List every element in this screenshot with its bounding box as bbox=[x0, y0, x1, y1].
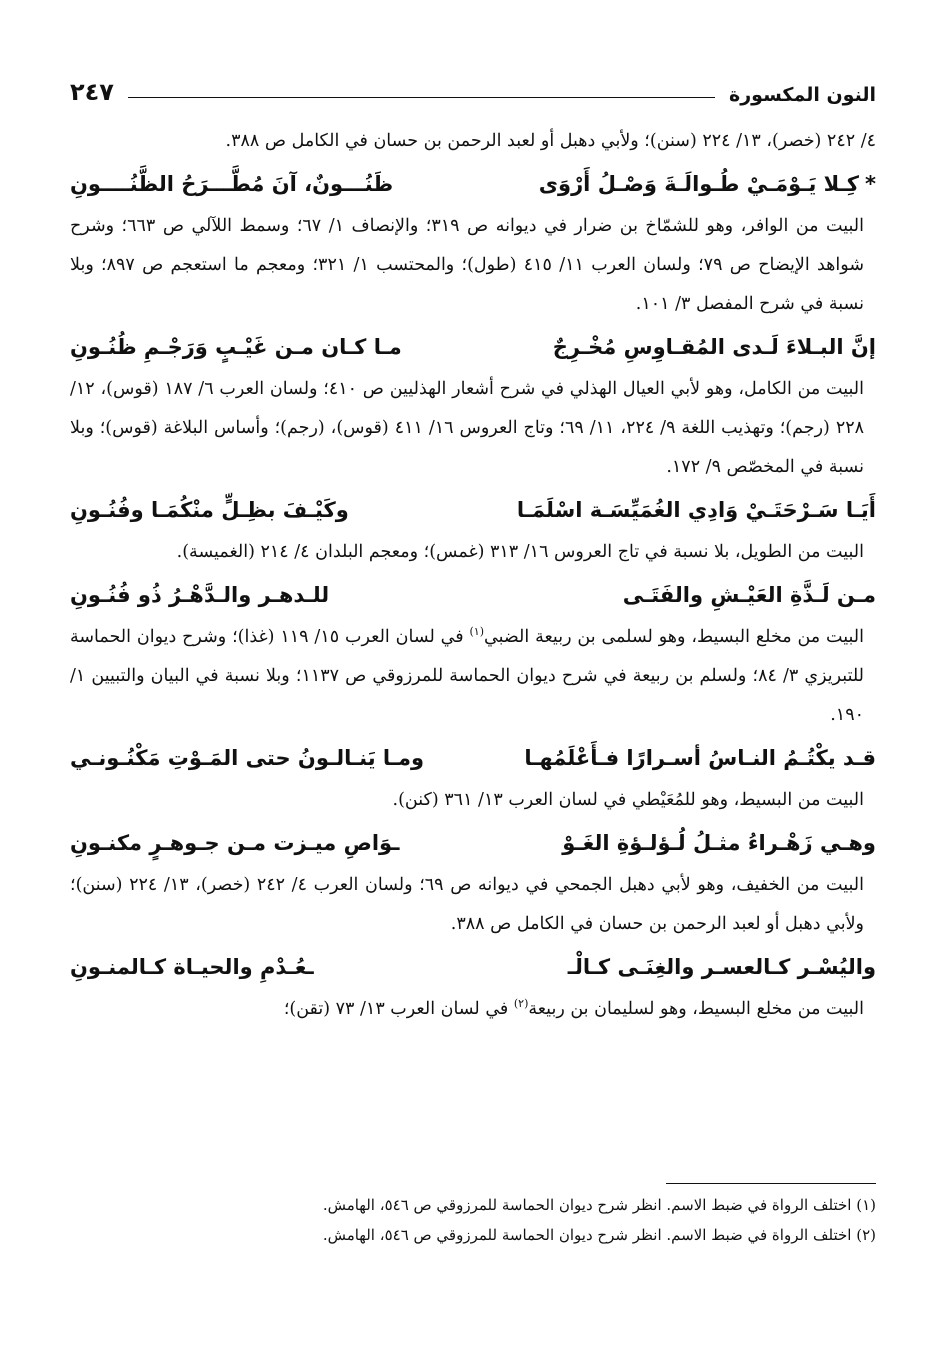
verse-first-hemistich bbox=[623, 572, 876, 618]
verse-line bbox=[70, 820, 876, 866]
verse-second-hemistich: ـعُـدْمِ والحيـاة كـالمنـونِ bbox=[70, 955, 314, 979]
verse-first-hemistich bbox=[539, 161, 876, 207]
verse-second-hemistich: مـا كـان مـن غَيْـبٍ وَرَجْـمِ ظُنُـونِ bbox=[70, 335, 402, 359]
verse-line bbox=[70, 487, 876, 533]
verse-first-text: إنَّ البـلاءَ لَـدى المُقـاوِسِ مُخْـرِجٌ bbox=[552, 335, 876, 359]
verse-line bbox=[70, 735, 876, 781]
verse-first-text: كِـلا يَـوْمَـيْ طُـوالَـةَ وَصْـلُ أَرْوَى bbox=[538, 172, 860, 196]
verse-second-hemistich: وكَيْـفَ بظِـلٍّ منْكُمَـا وفُنُـونِ bbox=[70, 498, 349, 522]
page-number: ٢٤٧ bbox=[70, 78, 114, 106]
commentary-paragraph: البيت من الكامل، وهو لأبي العيال الهذلي في شرح أشعار الهذليين ص ٤١٠؛ ولسان العرب ٦/ ١٨٧ (قوس)، ١٢/ ٢٢٨ (رجم)؛ وتهذيب اللغة ٩/ ٢٢٤، ١١/ ٦٩؛ وتاج العروس ١٦/ ٤١١ (قوس)، (رجم)؛ وأساس البلاغة (قوس)؛ وبلا نسبة في المخصّص ٩/ ١٧٢. bbox=[70, 379, 865, 477]
commentary-paragraph bbox=[70, 618, 876, 735]
footnote-reference[interactable]: (١) bbox=[469, 625, 484, 639]
verse-first-hemistich bbox=[553, 324, 876, 370]
commentary-paragraph: البيت من البسيط، وهو للمُعَيْطي في لسان العرب ١٣/ ٣٦١ (كنن). bbox=[392, 790, 864, 810]
verse-line bbox=[70, 572, 876, 618]
footnote: (١) اختلف الرواة في ضبط الاسم. انظر شرح ديوان الحماسة للمرزوقي ص ٥٤٦، الهامش. bbox=[322, 1196, 876, 1214]
verse-second-hemistich: للـدهـر والـدَّهْـرُ ذُو فُنُـونِ bbox=[70, 583, 330, 607]
verse-second-hemistich: ومـا يَنـالـونُ حتى المَـوْتِ مَكْنُـونـي bbox=[70, 746, 425, 770]
commentary-paragraph bbox=[70, 990, 876, 1029]
commentary-paragraph: البيت من الوافر، وهو للشمّاخ بن ضرار في ديوانه ص ٣١٩؛ والإنصاف ١/ ٦٧؛ وسمط اللآلي ص ٦٦٣؛ وشرح شواهد الإيضاح ص ٧٩؛ ولسان العرب ١١/ ٤١٥ (طول)؛ والمحتسب ١/ ٣٢١؛ ومعجم ما استعجم ص ٨٩٧؛ وبلا نسبة في شرح المفصل ٣/ ١٠١. bbox=[70, 216, 864, 314]
verse-second-hemistich: ـوَاصِ ميـزت مـن جـوهـرٍ مكنـونِ bbox=[70, 831, 400, 855]
verse-first-text: قـد يكْتُـمُ النـاسُ أسـرارًا فـأَعْلَمُهـا bbox=[524, 746, 876, 770]
footnote: (٢) اختلف الرواة في ضبط الاسم. انظر شرح ديوان الحماسة للمرزوقي ص ٥٤٦، الهامش. bbox=[322, 1226, 876, 1244]
chapter-title: النون المكسورة bbox=[729, 84, 876, 106]
paragraph-text: في لسان العرب ١٥/ ١١٩ (غذا)؛ وشرح ديوان الحماسة للتبريزي ٣/ ٨٤؛ ولسلم بن ربيعة في شرح ديوان الحماسة للمرزوقي ص ١١٣٧؛ وبلا نسبة في البيان والتبيين ١/ ١٩٠. bbox=[70, 627, 864, 725]
verse-second-hemistich: ظَنُـــونٌ، آنَ مُطَّـــرَحُ الظَّنُــــونِ bbox=[70, 172, 394, 196]
paragraph-text: البيت من مخلع البسيط، وهو لسليمان بن ربيعة bbox=[528, 999, 864, 1019]
verse-first-text: واليُسْـر كـالعسـر والغِنَـى كـالْـ bbox=[567, 955, 876, 979]
footnote-reference[interactable]: (٢) bbox=[513, 997, 529, 1011]
main-text bbox=[70, 122, 876, 1029]
verse-first-hemistich bbox=[517, 487, 876, 533]
verse-line bbox=[70, 944, 876, 990]
verse-first-text: مـن لَـذَّةِ العَيْـشِ والفَتَـى bbox=[622, 583, 876, 607]
verse-line bbox=[70, 161, 876, 207]
verse-first-hemistich bbox=[524, 735, 876, 781]
book-page bbox=[70, 60, 876, 1317]
verse-first-text: أَيَـا سَـرْحَتَـيْ وَادِي الغُمَيِّسَـة اسْلَمَـا bbox=[516, 498, 876, 522]
footnote-rule bbox=[666, 1183, 876, 1184]
header-rule bbox=[128, 97, 715, 98]
running-header bbox=[70, 68, 876, 106]
verse-first-text: وهـي زَهْـراءُ مثـلُ لُـؤلـؤةِ الغَـوْ bbox=[562, 831, 876, 855]
footnotes bbox=[70, 1190, 876, 1250]
paragraph-text: البيت من مخلع البسيط، وهو لسلمى بن ربيعة الضبي bbox=[483, 627, 864, 647]
verse-first-hemistich bbox=[562, 820, 876, 866]
verse-first-hemistich bbox=[568, 944, 876, 990]
commentary-paragraph: البيت من الخفيف، وهو لأبي دهبل الجمحي في ديوانه ص ٦٩؛ ولسان العرب ٤/ ٢٤٢ (خصر)، ١٣/ ٢٢٤ (سنن)؛ ولأبي دهبل أو لعبد الرحمن بن حسان في الكامل ص ٣٨٨. bbox=[70, 875, 864, 934]
verse-marker: * bbox=[865, 172, 876, 196]
commentary-paragraph: ٤/ ٢٤٢ (خصر)، ١٣/ ٢٢٤ (سنن)؛ ولأبي دهبل أو لعبد الرحمن بن حسان في الكامل ص ٣٨٨. bbox=[225, 131, 876, 151]
commentary-paragraph: البيت من الطويل، بلا نسبة في تاج العروس ١٦/ ٣١٣ (غمس)؛ ومعجم البلدان ٤/ ٢١٤ (الغميسة). bbox=[176, 542, 864, 562]
paragraph-text: في لسان العرب ١٣/ ٧٣ (تقن)؛ bbox=[283, 999, 514, 1019]
verse-line bbox=[70, 324, 876, 370]
